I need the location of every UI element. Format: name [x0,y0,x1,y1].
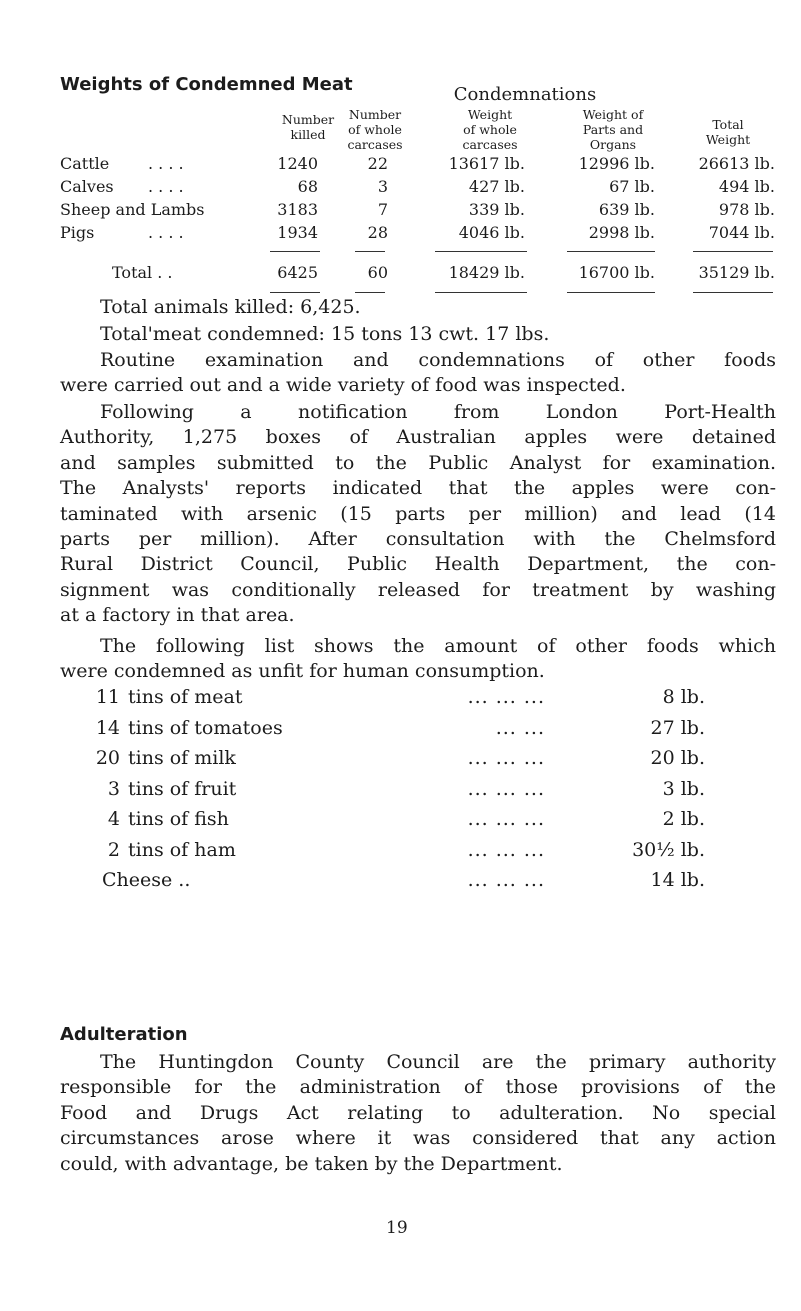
item-amount: 30½ lb. [632,838,705,861]
row-leader: . . . . [148,177,184,196]
page-number: 19 [386,1218,408,1238]
rule-weight-whole-top [435,251,527,252]
cell-weight-whole: 427 lb. [468,177,525,196]
item-amount: 2 lb. [662,808,705,830]
rule-weight-whole-bottom [435,292,527,293]
item-count: 11 [95,686,120,708]
row-label: Calves [60,177,114,196]
paragraph-notification: Following a notification from London Port-Health Authority, 1,275 boxes of Australian apples were detained and samples submitted to the Public Analyst for examination. The Analysts' reports indicated that the apples were con- taminated with arsenic (15 parts per million) and lead (14 parts per million). After consultation with the Chelmsford Rural District Council, Public Health Department, the con- signment was conditionally released for treatment by washing at a factory in that area. [60,401,776,627]
cell-weight-parts: 2998 lb. [588,223,655,242]
item-leader-dots: ... ... ... [467,808,545,830]
total-total: 35129 lb. [698,263,775,282]
col-header-weight-whole: Weight of whole carcases [462,107,518,152]
total-killed: 6425 [277,263,318,282]
paragraph-routine: Routine examination and condemnations of other foods were carried out and a wide variety of food was inspected. [60,349,776,397]
row-label: Pigs [60,223,95,242]
cell-whole: 7 [377,200,388,219]
cell-killed: 1934 [277,223,318,242]
item-name: tins of fruit [128,777,237,800]
item-name: tins of ham [128,838,236,861]
col-header-number-killed: Number killed [281,112,335,142]
item-leader-dots: ... ... ... [467,747,545,769]
total-weight-whole: 18429 lb. [448,263,525,282]
cell-weight-whole: 339 lb. [468,200,525,219]
rule-total-bottom [693,292,773,293]
cell-total: 26613 lb. [698,154,775,173]
condemnations-group-header: Condemnations [453,84,597,105]
rule-whole-bottom [355,292,385,293]
item-leader-dots: ... ... ... [467,686,545,708]
row-label: Cattle [60,154,110,173]
cell-total: 978 lb. [718,200,775,219]
item-count: 4 [107,808,120,830]
item-count: 3 [107,777,120,800]
total-whole: 60 [367,263,388,282]
total-weight-parts: 16700 lb. [578,263,655,282]
cell-total: 7044 lb. [708,223,775,242]
row-leader: . . . . [148,223,184,242]
item-amount: 20 lb. [650,747,705,769]
total-meat-condemned: Total'meat condemned: 15 tons 13 cwt. 17 lbs. [100,323,550,345]
rule-weight-parts-top [567,251,655,252]
total-animals-killed: Total animals killed: 6,425. [100,296,361,318]
item-leader-dots: ... ... ... [467,838,545,861]
col-header-total-weight: Total Weight [705,117,751,147]
item-count: 2 [107,838,120,861]
rule-weight-parts-bottom [567,292,655,293]
col-header-weight-parts: Weight of Parts and Organs [582,107,644,152]
adulteration-heading: Adulteration [60,1024,188,1045]
cell-killed: 3183 [277,200,318,219]
rule-total-top [693,251,773,252]
cell-weight-parts: 12996 lb. [578,154,655,173]
item-count: 20 [95,747,120,769]
cell-weight-whole: 4046 lb. [458,223,525,242]
row-label: Sheep and Lambs [60,200,205,219]
total-label: Total . . [112,263,173,282]
page-heading: Weights of Condemned Meat [60,74,353,95]
item-amount: 3 lb. [662,777,705,800]
cell-killed: 68 [297,177,318,196]
item-amount: 8 lb. [662,686,705,708]
paragraph-list-intro: The following list shows the amount of other foods which were condemned as unfit for human consumption. [60,635,776,683]
item-leader-dots: ... ... ... [467,777,545,800]
paragraph-adulteration: The Huntingdon County Council are the primary authority responsible for the administration of those provisions of the Food and Drugs Act relating to adulteration. No special circumstances arose where it was considered that any action could, with advantage, be taken by the Department. [60,1051,776,1175]
item-name: tins of milk [128,747,236,769]
rule-killed-top [270,251,320,252]
cell-whole: 22 [367,154,388,173]
item-count: 14 [95,716,120,739]
cell-whole: 28 [367,223,388,242]
rule-whole-top [355,251,385,252]
cell-weight-whole: 13617 lb. [448,154,525,173]
row-leader: . . . . [148,154,184,173]
cell-killed: 1240 [277,154,318,173]
item-leader-dots: ... ... [495,716,545,739]
item-amount: 14 lb. [650,869,705,891]
cell-weight-parts: 639 lb. [598,200,655,219]
col-header-number-whole: Number of whole carcases [347,107,403,152]
rule-killed-bottom [270,292,320,293]
item-leader-dots: ... ... ... [467,869,545,891]
item-name: tins of fish [128,808,229,830]
item-name: tins of meat [128,686,243,708]
cell-whole: 3 [377,177,388,196]
item-amount: 27 lb. [650,716,705,739]
item-name: tins of tomatoes [128,716,283,739]
cell-total: 494 lb. [718,177,775,196]
cell-weight-parts: 67 lb. [609,177,655,196]
item-name: Cheese .. [102,869,191,891]
